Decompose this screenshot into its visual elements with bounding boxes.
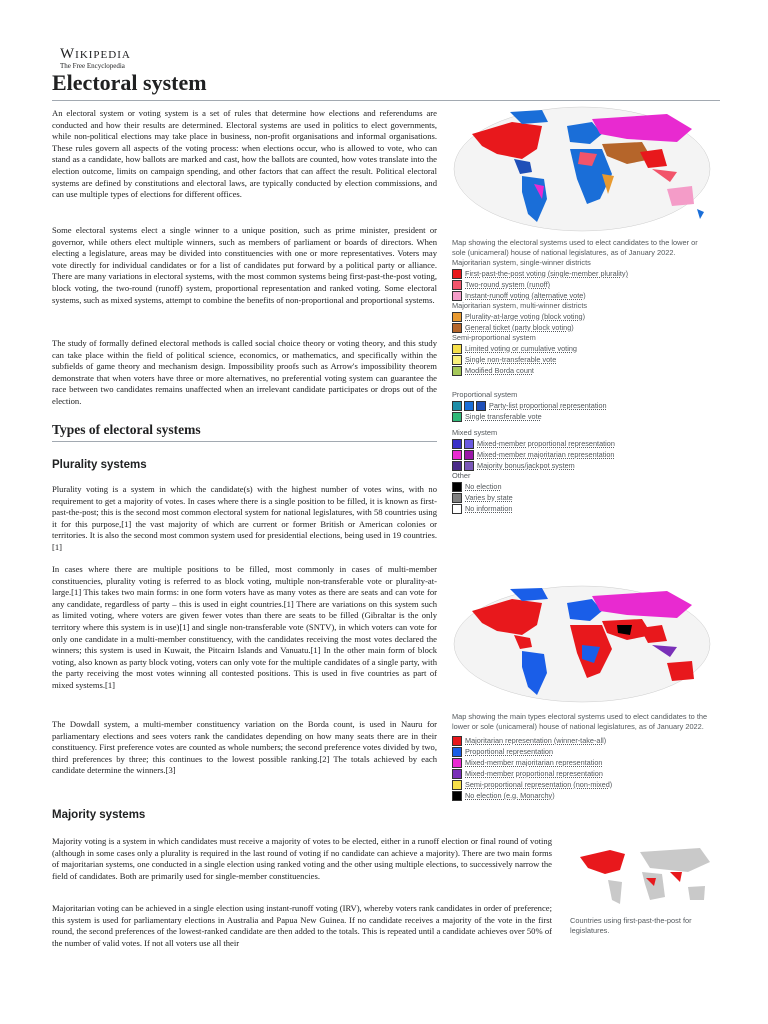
world-map-image-3 <box>570 842 715 912</box>
legend-swatch <box>452 769 462 779</box>
legend-swatch <box>464 461 474 471</box>
legend-item[interactable] <box>452 481 712 492</box>
legend-item[interactable] <box>452 322 712 333</box>
legend-label[interactable]: Mixed-member majoritarian representation <box>477 450 615 459</box>
legend-item[interactable] <box>452 411 712 422</box>
legend-swatch <box>452 269 462 279</box>
legend-item[interactable] <box>452 354 712 365</box>
legend-swatch <box>464 401 474 411</box>
legend-label[interactable]: Single non-transferable vote <box>465 355 557 364</box>
legend-item[interactable] <box>452 365 712 376</box>
legend-swatch <box>452 344 462 354</box>
legend-item[interactable] <box>452 290 712 301</box>
map-fptp[interactable] <box>570 842 715 936</box>
legend-label[interactable]: Two-round system (runoff) <box>465 280 551 289</box>
legend-label[interactable]: First-past-the-post voting (single-member plurality) <box>465 269 629 278</box>
page-title: Electoral system <box>52 70 720 101</box>
legend-item[interactable] <box>452 746 712 757</box>
legend-label[interactable]: Mixed-member proportional representation <box>465 769 603 778</box>
map3-caption: Countries using first-past-the-post for legislatures. <box>570 916 692 935</box>
legend-group-header: Mixed system <box>452 428 498 437</box>
map1-caption: Map showing the electoral systems used to elect candidates to the lower or sole (unicameral) house of national legislatures, as of January 2022. <box>452 238 698 257</box>
section-heading-types: Types of electoral systems <box>52 422 437 442</box>
legend-item[interactable] <box>452 438 712 449</box>
section-heading-plurality: Plurality systems <box>52 459 147 471</box>
legend-label[interactable]: Plurality-at-large voting (block voting) <box>465 312 586 321</box>
legend-label[interactable]: No election (e.g. Monarchy) <box>465 791 555 800</box>
legend-group-header: Semi-proportional system <box>452 333 536 342</box>
legend-swatch <box>452 450 462 460</box>
plurality-paragraph-2: In cases where there are multiple positions to be filled, most commonly in cases of multi-member constituencies, plurality voting is referred to as block voting, multiple non-transferable vote or plurality-at-large.[1] This takes two main forms: in one form voters have as many votes as there are seats and can vote for any candidate, regardless of party – this is used in eight countries.[1] There are variations on this system such as limited voting, where voters are given fewer votes than there are seats to be filled (Gibraltar is the only territory where this system is in use)[1] and single non-transferable vote (SNTV), in which voters can vote for only one candidate in a multi-member constituency, with the candidates receiving the most votes declared the winners; this system is used in Kuwait, the Pitcairn Islands and Vanuatu.[1] In the other main form of block voting, also known as party block voting, voters can only vote for the multiple candidates of a single party, with the party receiving the most votes winning all contested positions. This is used in five countries as part of mixed systems.[1] <box>52 564 437 690</box>
legend-swatch <box>452 323 462 333</box>
legend-swatch <box>452 355 462 365</box>
legend-item[interactable] <box>452 400 712 411</box>
legend-label[interactable]: Limited voting or cumulative voting <box>465 344 577 353</box>
legend-label[interactable]: Modified Borda count <box>465 366 534 375</box>
legend-item[interactable] <box>452 503 712 514</box>
legend-label[interactable]: General ticket (party block voting) <box>465 323 574 332</box>
legend-item[interactable] <box>452 790 712 801</box>
legend-label[interactable]: Proportional representation <box>465 747 554 756</box>
legend-label[interactable]: Single transferable vote <box>465 412 542 421</box>
legend-item[interactable] <box>452 311 712 322</box>
legend-label[interactable]: Varies by state <box>465 493 513 502</box>
legend-swatch <box>452 439 462 449</box>
section-heading-majority: Majority systems <box>52 809 146 821</box>
majority-paragraph-1: Majority voting is a system in which candidates must receive a majority of votes to be elected, either in a runoff election or final round of voting (although in some cases only a plurality is required in the last round of voting if no candidate can achieve a majority). There are two main forms of majoritarian systems, one conducted in a single election using ranked voting and the other using multiple elections, to successively narrow the field of candidates. Both are primarily used for single-member constituencies. <box>52 836 552 881</box>
legend-swatch <box>452 758 462 768</box>
plurality-paragraph-1: Plurality voting is a system in which the candidate(s) with the highest number of votes wins, with no requirement to get a majority of votes. In cases where there is a single position to be filled, it is known as first-past-the-post; this is the second most common electoral system for national legislatures, with 58 countries using it for this purpose,[1] the vast majority of which are current or former British or American colonies or territories. It is also the second most common system used for presidential elections, being used in 19 countries.[1] <box>52 484 437 552</box>
legend-swatch <box>452 280 462 290</box>
legend-item[interactable] <box>452 460 712 471</box>
legend-swatch <box>452 482 462 492</box>
legend-swatch <box>452 461 462 471</box>
legend-label[interactable]: Mixed-member majoritarian representation <box>465 758 603 767</box>
legend-swatch <box>452 747 462 757</box>
map1-legend <box>452 258 712 514</box>
legend-item[interactable] <box>452 268 712 279</box>
legend-swatch <box>452 780 462 790</box>
map-electoral-systems[interactable] <box>452 104 712 514</box>
world-map-image <box>452 104 712 234</box>
intro-paragraph-3: The study of formally defined electoral methods is called social choice theory or voting theory, and this study can take place within the field of political science, economics, or mathematics, and specifically within the subfields of game theory and mechanism design. Impossibility proofs such as Arrow's impossibility theorem demonstrate that when voters have three or more alternatives, no preferential voting system can guarantee the race between two candidates remains unaffected when an irrelevant candidate participates or drops out of the election. <box>52 338 437 406</box>
plurality-paragraph-3: The Dowdall system, a multi-member constituency variation on the Borda count, is used in Nauru for parliamentary elections and sees voters rank the candidates depending on how many seats there are in their constituency. First preference votes are counted as whole numbers; the second preference votes divided by two, third preferences by three; this continues to the lowest possible ranking.[2] The totals achieved by each candidate determine the winners.[3] <box>52 719 437 776</box>
legend-label[interactable]: Majoritarian representation (winner-take-all) <box>465 736 607 745</box>
wikipedia-logo[interactable] <box>60 46 131 70</box>
legend-item[interactable] <box>452 492 712 503</box>
legend-label[interactable]: Majority bonus/jackpot system <box>477 461 575 470</box>
legend-label[interactable]: Instant-runoff voting (alternative vote) <box>465 291 586 300</box>
legend-item[interactable] <box>452 279 712 290</box>
legend-group-header: Other <box>452 471 471 480</box>
legend-swatch <box>452 791 462 801</box>
legend-swatch <box>452 291 462 301</box>
map2-caption: Map showing the main types electoral systems used to elect candidates to the lower or sole (unicameral) house of national legislatures, as of January 2022. <box>452 712 708 731</box>
legend-swatch <box>452 401 462 411</box>
map-main-types[interactable] <box>452 583 712 801</box>
legend-item[interactable] <box>452 449 712 460</box>
legend-group-header: Majoritarian system, single-winner districts <box>452 258 591 267</box>
legend-item[interactable] <box>452 779 712 790</box>
legend-label[interactable]: No election <box>465 482 502 491</box>
legend-label[interactable]: Semi-proportional representation (non-mixed) <box>465 780 613 789</box>
legend-item[interactable] <box>452 343 712 354</box>
legend-item[interactable] <box>452 757 712 768</box>
intro-paragraph-2: Some electoral systems elect a single winner to a unique position, such as prime minister, president or governor, while others elect multiple winners, such as members of parliament or boards of directors. When electing a legislature, areas may be divided into constituencies with one or more representatives. Voters may vote directly for individual candidates or for a list of candidates put forward by a political party or alliance. There are many variations in electoral systems, with the most common systems being first-past-the-post voting, block voting, the two-round (runoff) system, proportional representation and ranked voting. Some electoral systems, such as mixed systems, attempt to combine the benefits of non-proportional and proportional systems. <box>52 225 437 305</box>
logo-tagline: The Free Encyclopedia <box>60 62 125 70</box>
map2-legend <box>452 735 712 801</box>
legend-label[interactable]: No information <box>465 504 513 513</box>
logo-wordmark: Wikipedia <box>60 46 131 62</box>
legend-swatch <box>476 401 486 411</box>
legend-item[interactable] <box>452 735 712 746</box>
legend-swatch <box>452 493 462 503</box>
legend-swatch <box>464 450 474 460</box>
legend-swatch <box>452 736 462 746</box>
legend-swatch <box>452 412 462 422</box>
legend-swatch <box>452 504 462 514</box>
legend-swatch <box>464 439 474 449</box>
majority-paragraph-2: Majoritarian voting can be achieved in a single election using instant-runoff voting (IRV), whereby voters rank candidates in order of preference; this system is used for parliamentary elections in Australia and Papua New Guinea. If no candidate receives a majority of the vote in the first round, the second preferences of the lowest-ranked candidate are then added to the totals. This is repeated until a candidate achieves over 50% of the number of valid votes. If not all voters use all their <box>52 903 552 948</box>
intro-paragraph-1: An electoral system or voting system is a set of rules that determine how elections and referendums are conducted and how their results are determined. Electoral systems are used in politics to elect governments, while non-political elections may take place in business, non-profit organisations and informal organisations. These rules govern all aspects of the voting process: when elections occur, who is allowed to vote, who can stand as a candidate, how ballots are marked and cast, how the ballots are counted, how votes translate into the election outcome, limits on campaign spending, and other factors that can affect the result. Political electoral systems are defined by constitutions and electoral laws, are typically conducted by election commissions, and can use multiple types of elections for different offices. <box>52 108 437 200</box>
legend-label[interactable]: Mixed-member proportional representation <box>477 439 615 448</box>
legend-swatch <box>452 366 462 376</box>
world-map-image-2 <box>452 583 712 705</box>
legend-swatch <box>452 312 462 322</box>
legend-group-header: Proportional system <box>452 390 518 399</box>
legend-group-header: Majoritarian system, multi-winner districts <box>452 301 588 310</box>
legend-item[interactable] <box>452 768 712 779</box>
legend-label[interactable]: Party-list proportional representation <box>489 401 607 410</box>
